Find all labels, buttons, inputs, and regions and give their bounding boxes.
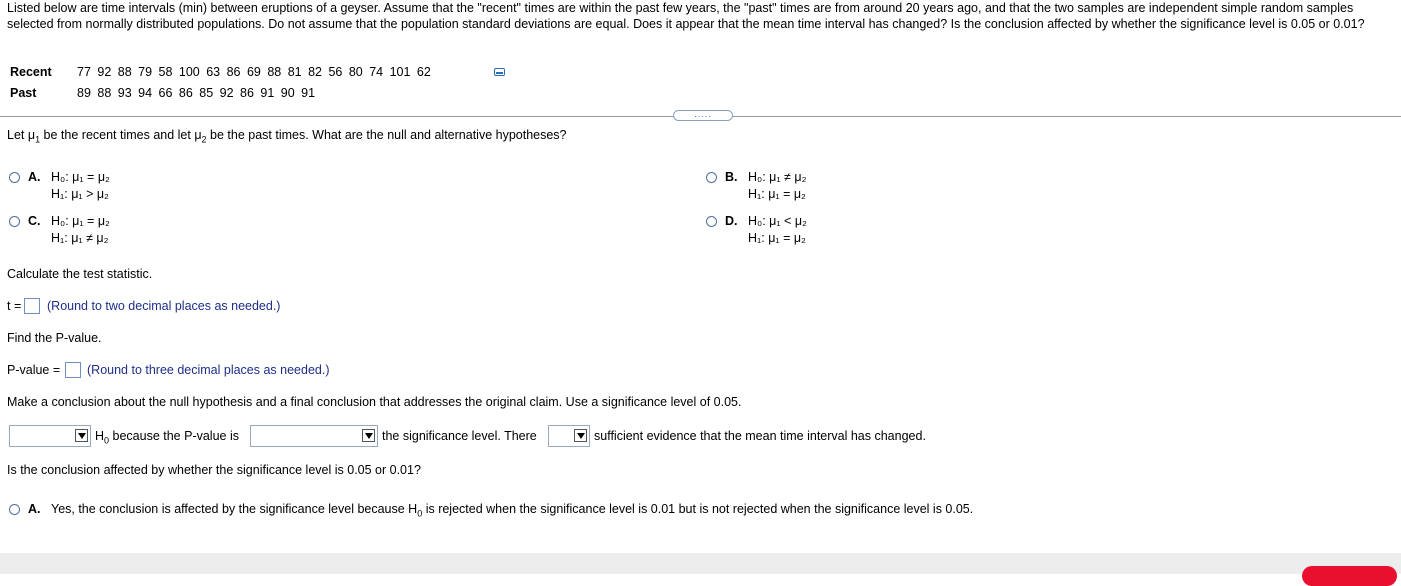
expand-handle[interactable]: ..... xyxy=(673,110,733,121)
recent-values: 77 92 88 79 58 100 63 86 69 88 81 82 56 80 74 101 62 xyxy=(77,65,431,79)
radio-button[interactable] xyxy=(9,504,20,515)
evidence-dropdown[interactable] xyxy=(548,425,590,447)
past-values: 89 88 93 94 66 86 85 92 86 91 90 91 xyxy=(77,86,316,100)
comparison-dropdown[interactable] xyxy=(250,425,378,447)
problem-statement: Listed below are time intervals (min) between eruptions of a geyser. Assume that the "recent" times are within the past few years, the "past" times are from around 20 years ago, and that the two samples are independent simple random samples selected from normally distributed populations. Do not assume that the population standard deviations are equal. Does it appear that the mean time interval has changed? Is the conclusion affected by whether the significance level is 0.05 or 0.01? xyxy=(7,1,1365,31)
radio-button[interactable] xyxy=(706,172,717,183)
past-label: Past xyxy=(10,86,37,100)
bottom-toolbar xyxy=(0,553,1401,574)
p-value-input[interactable] xyxy=(65,362,81,378)
conclusion-text-3: sufficient evidence that the mean time interval has changed. xyxy=(594,429,926,443)
t-label: t = xyxy=(7,299,22,313)
recent-label: Recent xyxy=(10,65,52,79)
radio-button[interactable] xyxy=(9,216,20,227)
p-value-hint: (Round to three decimal places as needed.) xyxy=(87,363,330,377)
dropdown-arrow-icon[interactable] xyxy=(362,429,375,442)
p-value-prompt: Find the P-value. xyxy=(7,331,102,345)
radio-button[interactable] xyxy=(9,172,20,183)
hypotheses-question: Let $\mu_1$ be the recent times and let $\mu_2$ be the past times. What are the null and alternative hypotheses? xyxy=(7,128,567,145)
test-statistic-row xyxy=(7,299,21,313)
t-hint: (Round to two decimal places as needed.) xyxy=(47,299,281,313)
dropdown-arrow-icon[interactable] xyxy=(574,429,587,442)
dropdown-arrow-icon[interactable] xyxy=(75,429,88,442)
conclusion-text-1: $H_0$ because the P-value is xyxy=(95,429,239,446)
submit-button[interactable] xyxy=(1302,566,1397,586)
conclusion-prompt: Make a conclusion about the null hypothesis and a final conclusion that addresses the original claim. Use a significance level of 0.05. xyxy=(7,395,742,409)
t-statistic-input[interactable] xyxy=(24,298,40,314)
reject-dropdown[interactable] xyxy=(9,425,91,447)
copy-icon[interactable] xyxy=(494,68,505,76)
test-statistic-prompt: Calculate the test statistic. xyxy=(7,267,153,281)
radio-button[interactable] xyxy=(706,216,717,227)
conclusion-text-2: the significance level. There xyxy=(382,429,537,443)
p-value-label: P-value = xyxy=(7,363,61,377)
significance-question: Is the conclusion affected by whether the significance level is 0.05 or 0.01? xyxy=(7,463,421,477)
